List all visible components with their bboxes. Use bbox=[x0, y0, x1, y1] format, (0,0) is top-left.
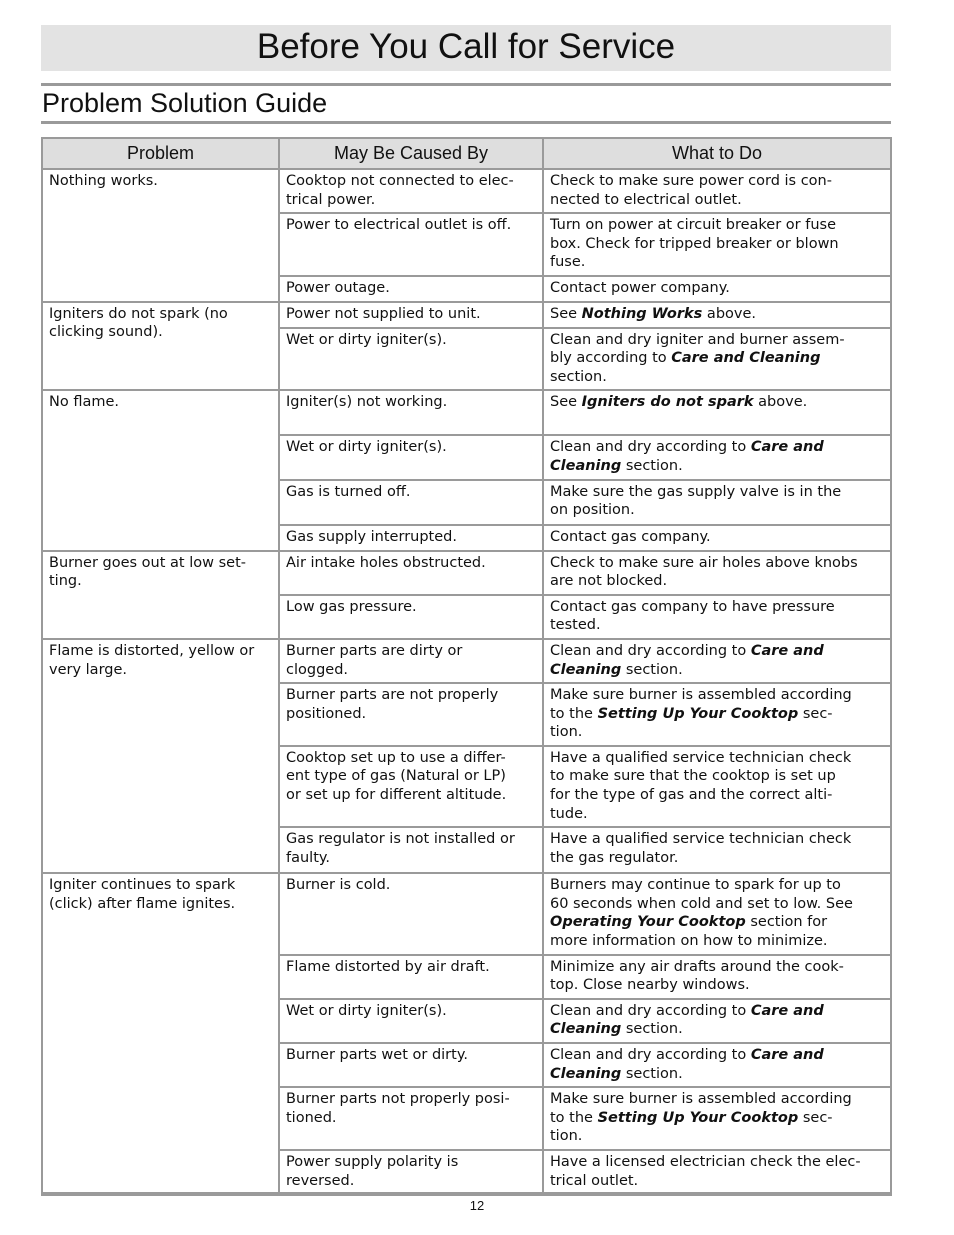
cause-cell: Burner parts are not properly positioned. bbox=[279, 683, 543, 746]
table-body bbox=[42, 169, 891, 1195]
section-reference: Nothing Works bbox=[581, 305, 703, 322]
cause-cell: Power outage. bbox=[279, 276, 543, 302]
problem-cell: Flame is distorted, yellow or very large. bbox=[42, 639, 279, 873]
problem-cell: No flame. bbox=[42, 390, 279, 550]
cause-cell: Burner parts are dirty or clogged. bbox=[279, 639, 543, 683]
page-number: 12 bbox=[469, 1198, 485, 1213]
solution-cell: Clean and dry according to Care and Cleaning section. bbox=[543, 639, 891, 683]
solution-cell: Have a qualified service technician check to make sure that the cooktop is set up for the type of gas and the correct alti- tude. bbox=[543, 746, 891, 827]
solution-cell: Clean and dry according to Care and Cleaning section. bbox=[543, 435, 891, 479]
page-title: Before You Call for Service bbox=[256, 27, 676, 66]
problem-cell: Burner goes out at low set- ting. bbox=[42, 551, 279, 639]
header-problem: Problem bbox=[42, 138, 279, 169]
solution-cell: Clean and dry igniter and burner assem- bly according to Care and Cleaning section. bbox=[543, 328, 891, 391]
problem-cell: Igniters do not spark (no clicking sound). bbox=[42, 302, 279, 391]
solution-cell: Check to make sure power cord is con- nected to electrical outlet. bbox=[543, 169, 891, 213]
solution-cell: Make sure burner is assembled according to the Setting Up Your Cooktop sec- tion. bbox=[543, 683, 891, 746]
cause-cell: Cooktop not connected to elec- trical power. bbox=[279, 169, 543, 213]
section-reference: Care and Cleaning bbox=[550, 1002, 824, 1038]
solution-cell: Minimize any air drafts around the cook- top. Close nearby windows. bbox=[543, 955, 891, 999]
solution-cell: Make sure burner is assembled according to the Setting Up Your Cooktop sec- tion. bbox=[543, 1087, 891, 1150]
table-row bbox=[42, 302, 891, 328]
cause-cell: Power to electrical outlet is off. bbox=[279, 213, 543, 276]
cause-cell: Burner parts not properly posi- tioned. bbox=[279, 1087, 543, 1150]
cause-cell: Air intake holes obstructed. bbox=[279, 551, 543, 595]
solution-cell: Contact gas company to have pressure tested. bbox=[543, 595, 891, 639]
cause-cell: Cooktop set up to use a differ- ent type of gas (Natural or LP) or set up for different altitude. bbox=[279, 746, 543, 827]
title-bar bbox=[41, 25, 891, 71]
cause-cell: Gas supply interrupted. bbox=[279, 525, 543, 551]
cause-cell: Wet or dirty igniter(s). bbox=[279, 328, 543, 391]
solution-cell: Make sure the gas supply valve is in the on position. bbox=[543, 480, 891, 525]
table-row bbox=[42, 169, 891, 213]
bottom-rule bbox=[41, 1192, 891, 1195]
solution-cell: See Igniters do not spark above. bbox=[543, 390, 891, 435]
cause-cell: Wet or dirty igniter(s). bbox=[279, 435, 543, 479]
solution-cell: Clean and dry according to Care and Cleaning section. bbox=[543, 1043, 891, 1087]
section-reference: Care and Cleaning bbox=[671, 350, 821, 367]
table-row bbox=[42, 639, 891, 683]
cause-cell: Power not supplied to unit. bbox=[279, 302, 543, 328]
problem-solution-table bbox=[41, 137, 892, 1196]
section-reference: Setting Up Your Cooktop bbox=[597, 1109, 799, 1126]
table-row bbox=[42, 390, 891, 435]
solution-cell: Turn on power at circuit breaker or fuse box. Check for tripped breaker or blown fuse. bbox=[543, 213, 891, 276]
solution-cell: See Nothing Works above. bbox=[543, 302, 891, 328]
section-reference: Operating Your Cooktop bbox=[550, 914, 746, 931]
cause-cell: Wet or dirty igniter(s). bbox=[279, 999, 543, 1043]
solution-cell: Contact gas company. bbox=[543, 525, 891, 551]
section-reference: Care and Cleaning bbox=[550, 642, 824, 678]
table-row bbox=[42, 873, 891, 954]
solution-cell: Contact power company. bbox=[543, 276, 891, 302]
cause-cell: Gas regulator is not installed or faulty. bbox=[279, 827, 543, 873]
solution-cell: Have a licensed electrician check the elec- trical outlet. bbox=[543, 1150, 891, 1195]
section-reference: Setting Up Your Cooktop bbox=[597, 705, 799, 722]
table-header-row bbox=[42, 138, 891, 169]
problem-cell: Nothing works. bbox=[42, 169, 279, 302]
cause-cell: Burner is cold. bbox=[279, 873, 543, 954]
section-reference: Care and Cleaning bbox=[550, 439, 824, 474]
cause-cell: Power supply polarity is reversed. bbox=[279, 1150, 543, 1195]
section-reference: Care and Cleaning bbox=[550, 1047, 824, 1082]
section-title: Problem Solution Guide bbox=[42, 88, 328, 118]
header-solution: What to Do bbox=[543, 138, 891, 169]
table-row bbox=[42, 551, 891, 595]
solution-cell: Check to make sure air holes above knobs are not blocked. bbox=[543, 551, 891, 595]
section-reference: Igniters do not spark bbox=[581, 394, 754, 411]
cause-cell: Gas is turned off. bbox=[279, 480, 543, 525]
cause-cell: Low gas pressure. bbox=[279, 595, 543, 639]
solution-cell: Clean and dry according to Care and Cleaning section. bbox=[543, 999, 891, 1043]
cause-cell: Flame distorted by air draft. bbox=[279, 955, 543, 999]
solution-cell: Have a qualified service technician check the gas regulator. bbox=[543, 827, 891, 873]
header-cause: May Be Caused By bbox=[279, 138, 543, 169]
cause-cell: Igniter(s) not working. bbox=[279, 390, 543, 435]
section-rule bbox=[41, 121, 891, 124]
cause-cell: Burner parts wet or dirty. bbox=[279, 1043, 543, 1087]
solution-cell: Burners may continue to spark for up to 60 seconds when cold and set to low. See Operating Your Cooktop section for more information on how to minimize. bbox=[543, 873, 891, 954]
problem-cell: Igniter continues to spark (click) after flame ignites. bbox=[42, 873, 279, 1195]
